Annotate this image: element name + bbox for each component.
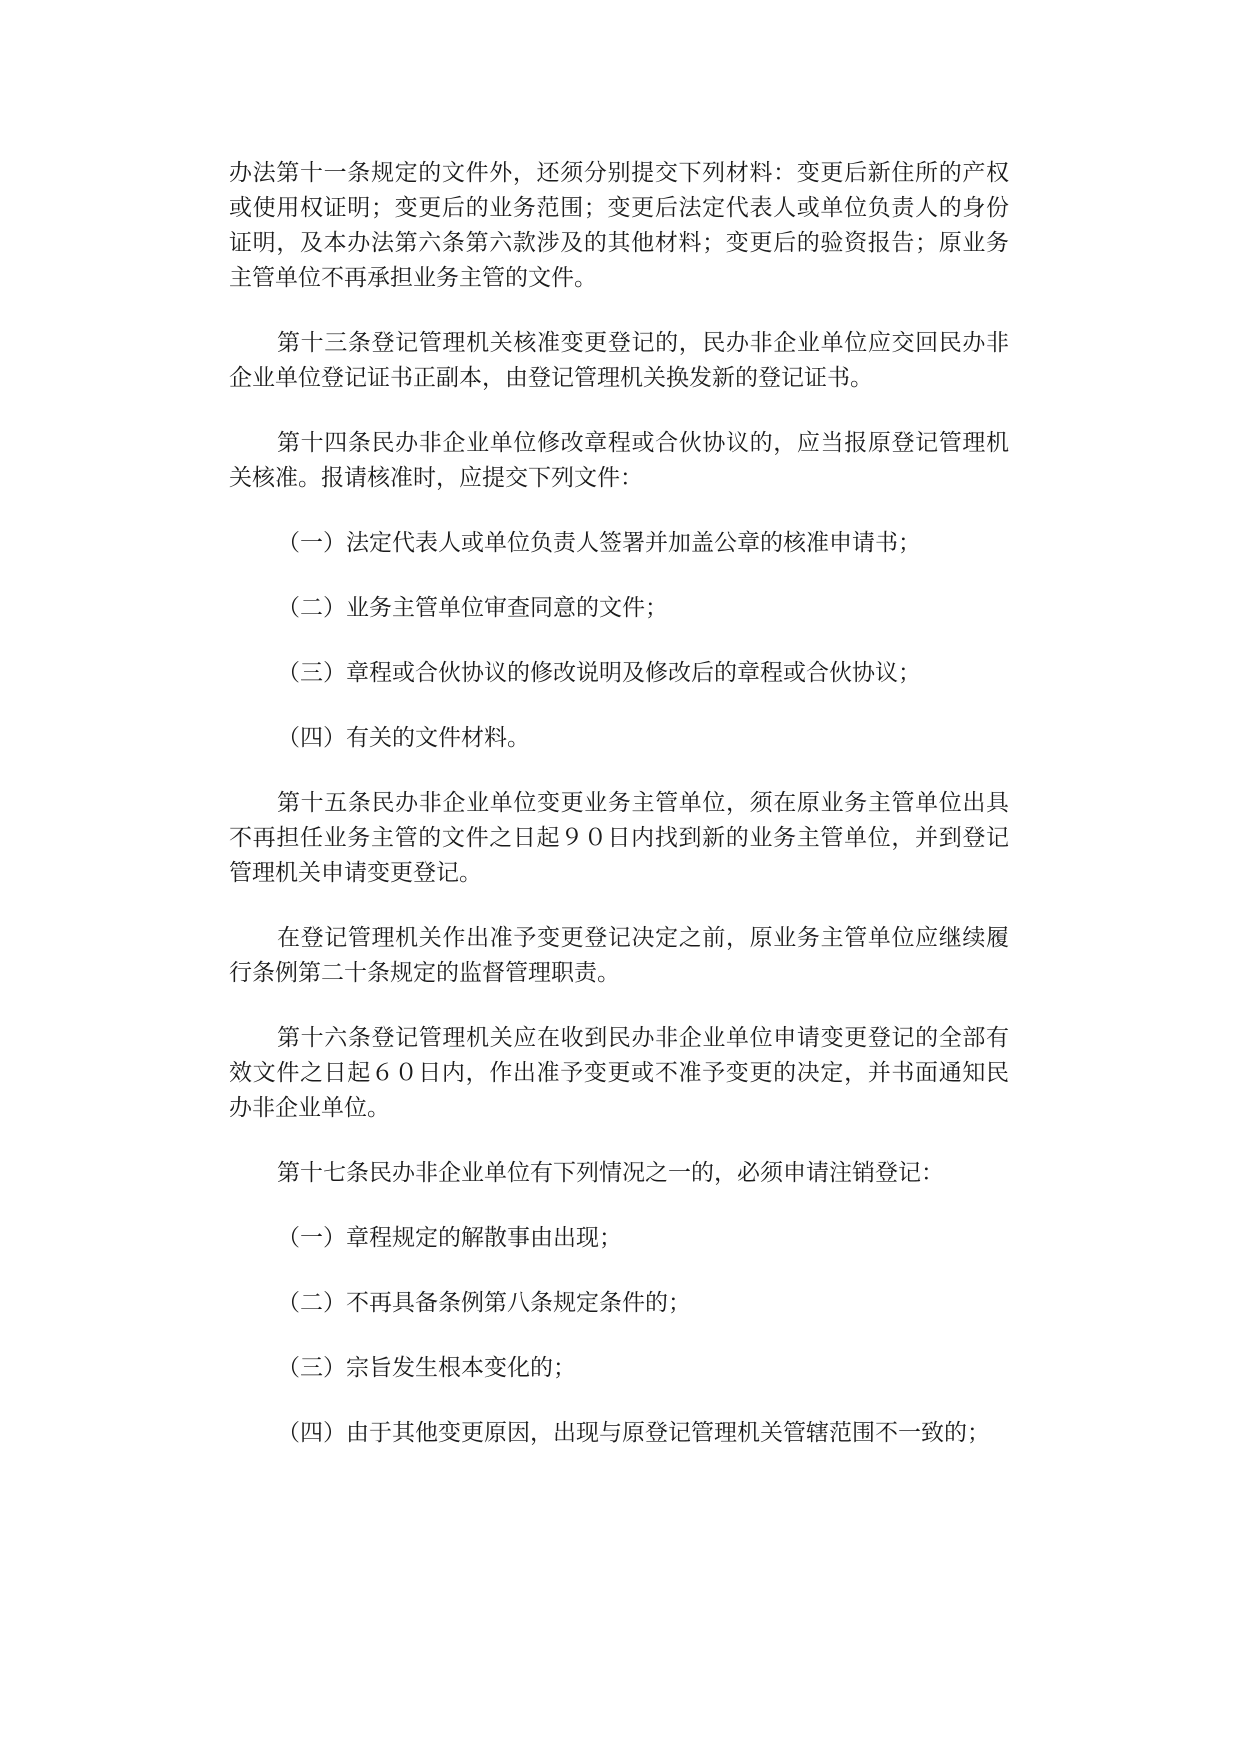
list-item: （四）有关的文件材料。: [277, 725, 530, 751]
document-body: [229, 156, 1009, 1481]
paragraph-article-13: 第十三条登记管理机关核准变更登记的，民办非企业单位应交回民办非企业单位登记证书正副本，由登记管理机关换发新的登记证书。: [229, 330, 1009, 391]
paragraph-continuation: 办法第十一条规定的文件外，还须分别提交下列材料：变更后新住所的产权或使用权证明；变更后的业务范围；变更后法定代表人或单位负责人的身份证明，及本办法第六条第六款涉及的其他材料；变更后的验资报告；原业务主管单位不再承担业务主管的文件。: [229, 160, 1009, 291]
list-item: （二）不再具备条例第八条规定条件的；: [277, 1290, 691, 1316]
list-item: （四）由于其他变更原因，出现与原登记管理机关管辖范围不一致的；: [277, 1420, 990, 1446]
list-item: （三）宗旨发生根本变化的；: [277, 1355, 576, 1381]
list-item: （一）法定代表人或单位负责人签署并加盖公章的核准申请书；: [277, 530, 921, 556]
paragraph-article-16: 第十六条登记管理机关应在收到民办非企业单位申请变更登记的全部有效文件之日起６０日内，作出准予变更或不准予变更的决定，并书面通知民办非企业单位。: [229, 1025, 1009, 1121]
list-item: （一）章程规定的解散事由出现；: [277, 1225, 622, 1251]
paragraph-article-14: 第十四条民办非企业单位修改章程或合伙协议的，应当报原登记管理机关核准。报请核准时，应提交下列文件：: [229, 430, 1009, 491]
paragraph-article-15: 第十五条民办非企业单位变更业务主管单位，须在原业务主管单位出具不再担任业务主管的文件之日起９０日内找到新的业务主管单位，并到登记管理机关申请变更登记。: [229, 790, 1009, 886]
paragraph-supervision: 在登记管理机关作出准予变更登记决定之前，原业务主管单位应继续履行条例第二十条规定的监督管理职责。: [229, 925, 1009, 986]
paragraph-article-17: 第十七条民办非企业单位有下列情况之一的，必须申请注销登记：: [277, 1160, 944, 1186]
list-item: （三）章程或合伙协议的修改说明及修改后的章程或合伙协议；: [277, 660, 921, 686]
list-item: （二）业务主管单位审查同意的文件；: [277, 595, 668, 621]
